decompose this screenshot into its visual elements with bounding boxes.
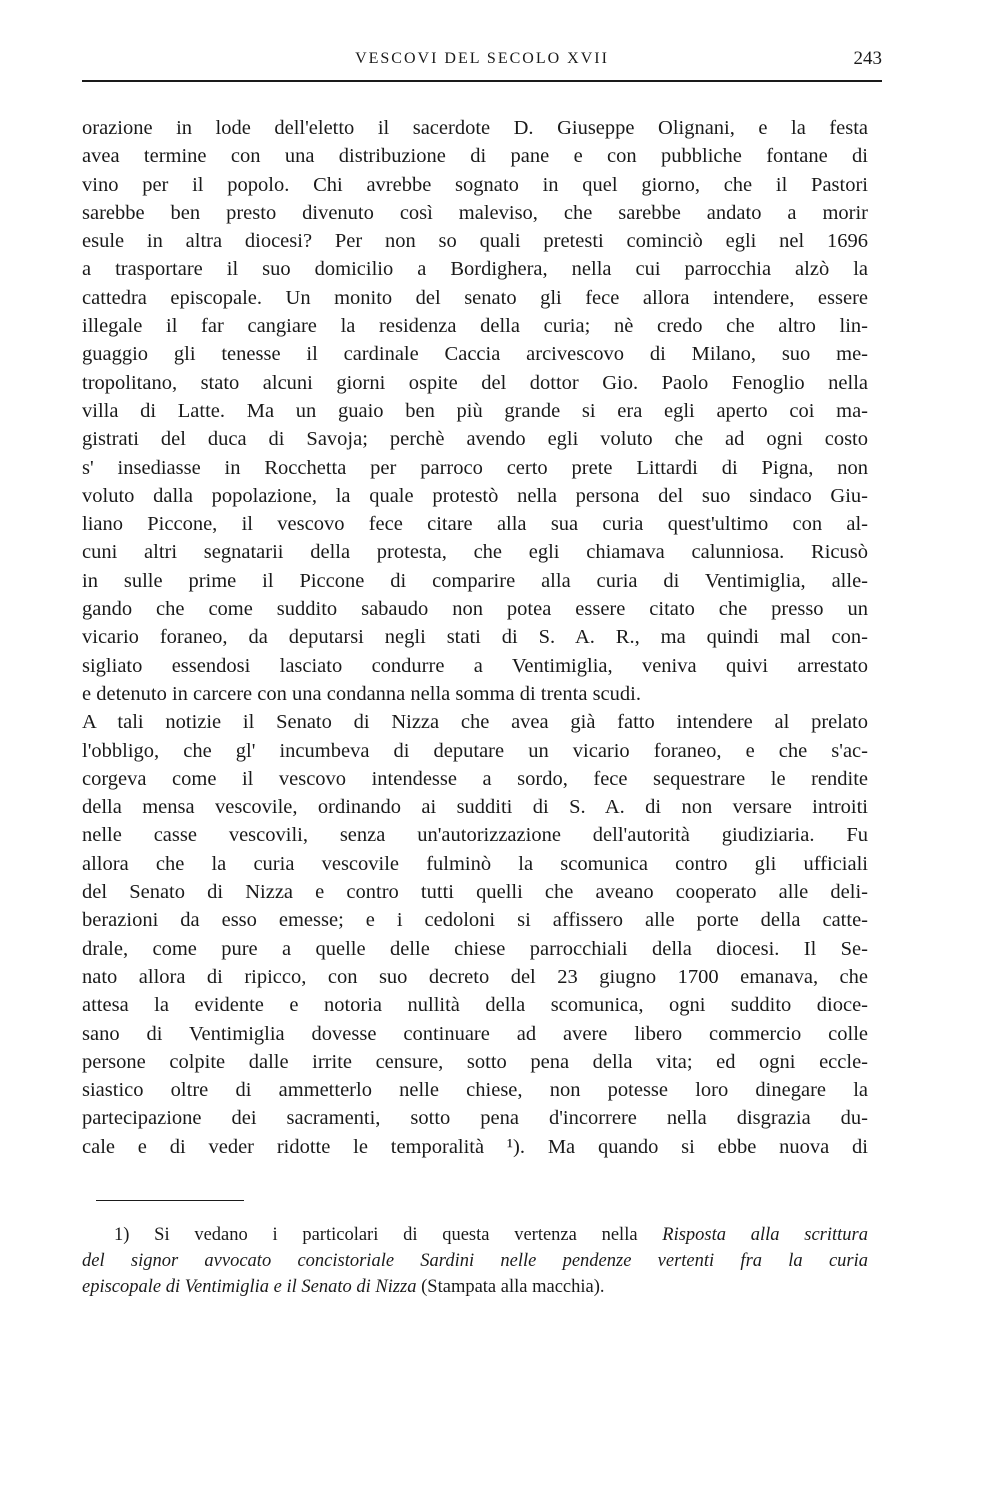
text-line: A tali notizie il Senato di Nizza che avea già fatto intendere al prelato [82,711,868,734]
footnote-line [82,1248,868,1274]
footnote-italic-text: del signor avvocato concistoriale Sardini nelle pendenze vertenti fra la curia [82,1251,868,1271]
text-line: allora che la curia vescovile fulminò la scomunica contro gli ufficiali [82,852,868,875]
text-line: cale e di veder ridotte le temporalità ¹). Ma quando si ebbe nuova di [82,1135,868,1158]
footnote-text: (Stampata alla macchia). [421,1277,605,1297]
text-line: vino per il popolo. Chi avrebbe sognato in quel giorno, che il Pastori [82,173,868,196]
text-line: berazioni da esso emesse; e i cedoloni si affissero alle porte della catte- [82,909,868,932]
text-line: siastico oltre di ammetterlo nelle chiese, non potesse loro dinegare la [82,1079,868,1102]
footnote-marker: 1) [114,1225,130,1245]
text-line: l'obbligo, che gl' incumbeva di deputare un vicario foraneo, e che s'ac- [82,739,868,762]
header-rule [82,80,882,82]
footnote-line [82,1222,868,1248]
text-line: gando che come suddito sabaudo non potea essere citato che presso un [82,598,868,621]
text-line: partecipazione dei sacramenti, sotto pena d'incorrere nella disgrazia du- [82,1107,868,1130]
footnote-italic-text: Risposta alla scrittura [662,1225,868,1245]
text-line: voluto dalla popolazione, la quale protestò nella persona del suo sindaco Giu- [82,484,868,507]
footnote-rule [96,1200,244,1201]
text-line: s' insediasse in Rocchetta per parroco certo prete Littardi di Pigna, non [82,456,868,479]
text-line: in sulle prime il Piccone di comparire alla curia di Ventimiglia, alle- [82,569,868,592]
footnote [82,1222,868,1300]
text-line: della mensa vescovile, ordinando ai sudditi di S. A. di non versare introiti [82,796,868,819]
footnote-text: Si vedano i particolari di questa vertenza nella [154,1225,638,1245]
text-line: vicario foraneo, da deputarsi negli stati di S. A. R., ma quindi mal con- [82,626,868,649]
text-line: del Senato di Nizza e contro tutti quelli che aveano cooperato alle deli- [82,881,868,904]
text-line: corgeva come il vescovo intendesse a sordo, fece sequestrare le rendite [82,767,868,790]
text-line: orazione in lode dell'eletto il sacerdote D. Giuseppe Olignani, e la festa [82,117,868,139]
body-text [82,114,868,1161]
text-line: tropolitano, stato alcuni giorni ospite del dottor Gio. Paolo Fenoglio nella [82,371,868,394]
text-line: attesa la evidente e notoria nullità della scomunica, ogni suddito dioce- [82,994,868,1017]
text-line: sigliato essendosi lasciato condurre a Ventimiglia, veniva quivi arrestato [82,654,868,677]
text-line: a trasportare il suo domicilio a Bordighera, nella cui parrocchia alzò la [82,258,868,281]
running-header [82,50,882,80]
text-line: esule in altra diocesi? Per non so quali pretesti cominciò egli nel 1696 [82,230,868,253]
text-line: avea termine con una distribuzione di pane e con pubbliche fontane di [82,145,868,168]
text-line: sano di Ventimiglia dovesse continuare ad avere libero commercio colle [82,1022,868,1045]
running-title: VESCOVI DEL SECOLO XVII [355,50,609,67]
text-line: cattedra episcopale. Un monito del senato gli fece allora intendere, essere [82,286,868,309]
page-number: 243 [853,48,882,69]
text-line: cuni altri segnatarii della protesta, che egli chiamava calunniosa. Ricusò [82,541,868,564]
text-line: gistrati del duca di Savoja; perchè avendo egli voluto che ad ogni costo [82,428,868,451]
text-line: e detenuto in carcere con una condanna nella somma di trenta scudi. [82,682,641,705]
text-line: drale, come pure a quelle delle chiese parrocchiali della diocesi. Il Se- [82,937,868,960]
text-line: liano Piccone, il vescovo fece citare alla sua curia quest'ultimo con al- [82,513,868,536]
text-line: sarebbe ben presto divenuto così maleviso, che sarebbe andato a morir [82,201,868,224]
text-line: guaggio gli tenesse il cardinale Caccia arcivescovo di Milano, suo me- [82,343,868,366]
footnote-line [82,1274,868,1300]
text-line: villa di Latte. Ma un guaio ben più grande si era egli aperto coi ma- [82,399,868,422]
text-line: illegale il far cangiare la residenza della curia; nè credo che altro lin- [82,315,868,338]
text-line: persone colpite dalle irrite censure, sotto pena della vita; ed ogni eccle- [82,1050,868,1073]
text-line: nelle casse vescovili, senza un'autorizzazione dell'autorità giudiziaria. Fu [82,824,868,847]
footnote-italic-text: episcopale di Ventimiglia e il Senato di Nizza [82,1277,417,1297]
text-line: nato allora di ripicco, con suo decreto del 23 giugno 1700 emanava, che [82,965,868,988]
